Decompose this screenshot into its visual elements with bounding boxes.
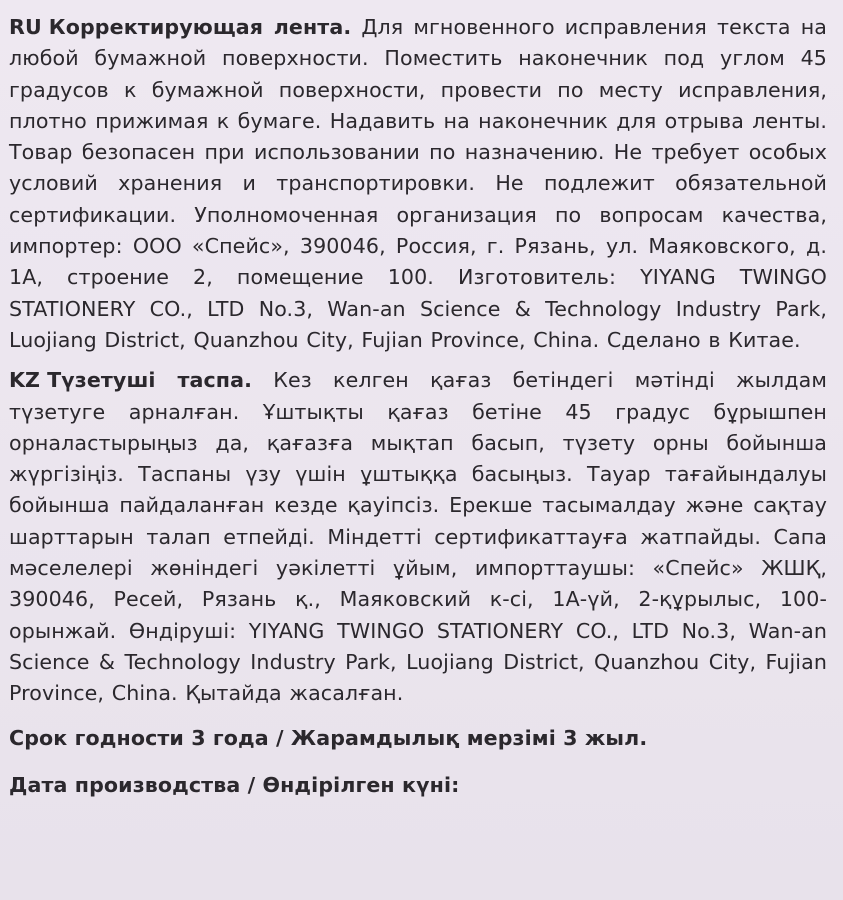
ru-body: Для мгновенного исправления текста на любой бумажной поверхности. Поместить наконечник под углом 45 градусов к бумажной поверхности, провести по месту исправления, плотно прижимая к бумаге. Надавить на наконечник для отрыва ленты. Товар безопасен при использовании по назначению. Не требует особых условий хранения и транспортировки. Не подлежит обязательной сертификации. Уполномоченная организация по вопросам качества, импортер: ООО «Спейс», 390046, Россия, г. Рязань, ул. Маяковского, д. 1А, строение 2, помещение 100. Изготовитель: YIYANG TWINGO STATIONERY CO., LTD No.3, Wan-an Science & Technology Industry Park, Luojiang District, Quanzhou City, Fujian Province, China. Сделано в Китае. xyxy=(9,15,827,352)
kz-paragraph xyxy=(9,365,827,709)
kz-body: Кез келген қағаз бетіндегі мәтінді жылдам түзетуге арналған. Ұштықты қағаз бетіне 45 градус бұрышпен орналастырыңыз да, қағазға мықтап басып, түзету орны бойынша жүргізіңіз. Таспаны үзу үшін ұштыққа басыңыз. Тауар тағайындалуы бойынша пайдаланған кезде қауіпсіз. Ерекше тасымалдау және сақтау шарттарын талап етпейді. Міндетті сертификаттауға жатпайды. Сапа мәселелері жөніндегі уәкілетті ұйым, импорттаушы: «Спейс» ЖШҚ, 390046, Ресей, Рязань қ., Маяковский к-сі, 1А-үй, 2-құрылыс, 100-орынжай. Өндіруші: YIYANG TWINGO STATIONERY CO., LTD No.3, Wan-an Science & Technology Industry Park, Luojiang District, Quanzhou City, Fujian Province, China. Қытайда жасалған. xyxy=(9,368,827,706)
shelf-life-line: Срок годности 3 года / Жарамдылық мерзімі 3 жыл. xyxy=(9,725,648,750)
kz-language-code: KZ xyxy=(9,368,41,393)
ru-language-code: RU xyxy=(9,15,42,39)
ru-paragraph xyxy=(9,12,827,356)
production-date-line: Дата производства / Өндірілген күні: xyxy=(9,772,460,797)
ru-heading: Корректирующая лента. xyxy=(48,15,352,39)
kz-heading: Түзетуші таспа. xyxy=(47,368,253,393)
